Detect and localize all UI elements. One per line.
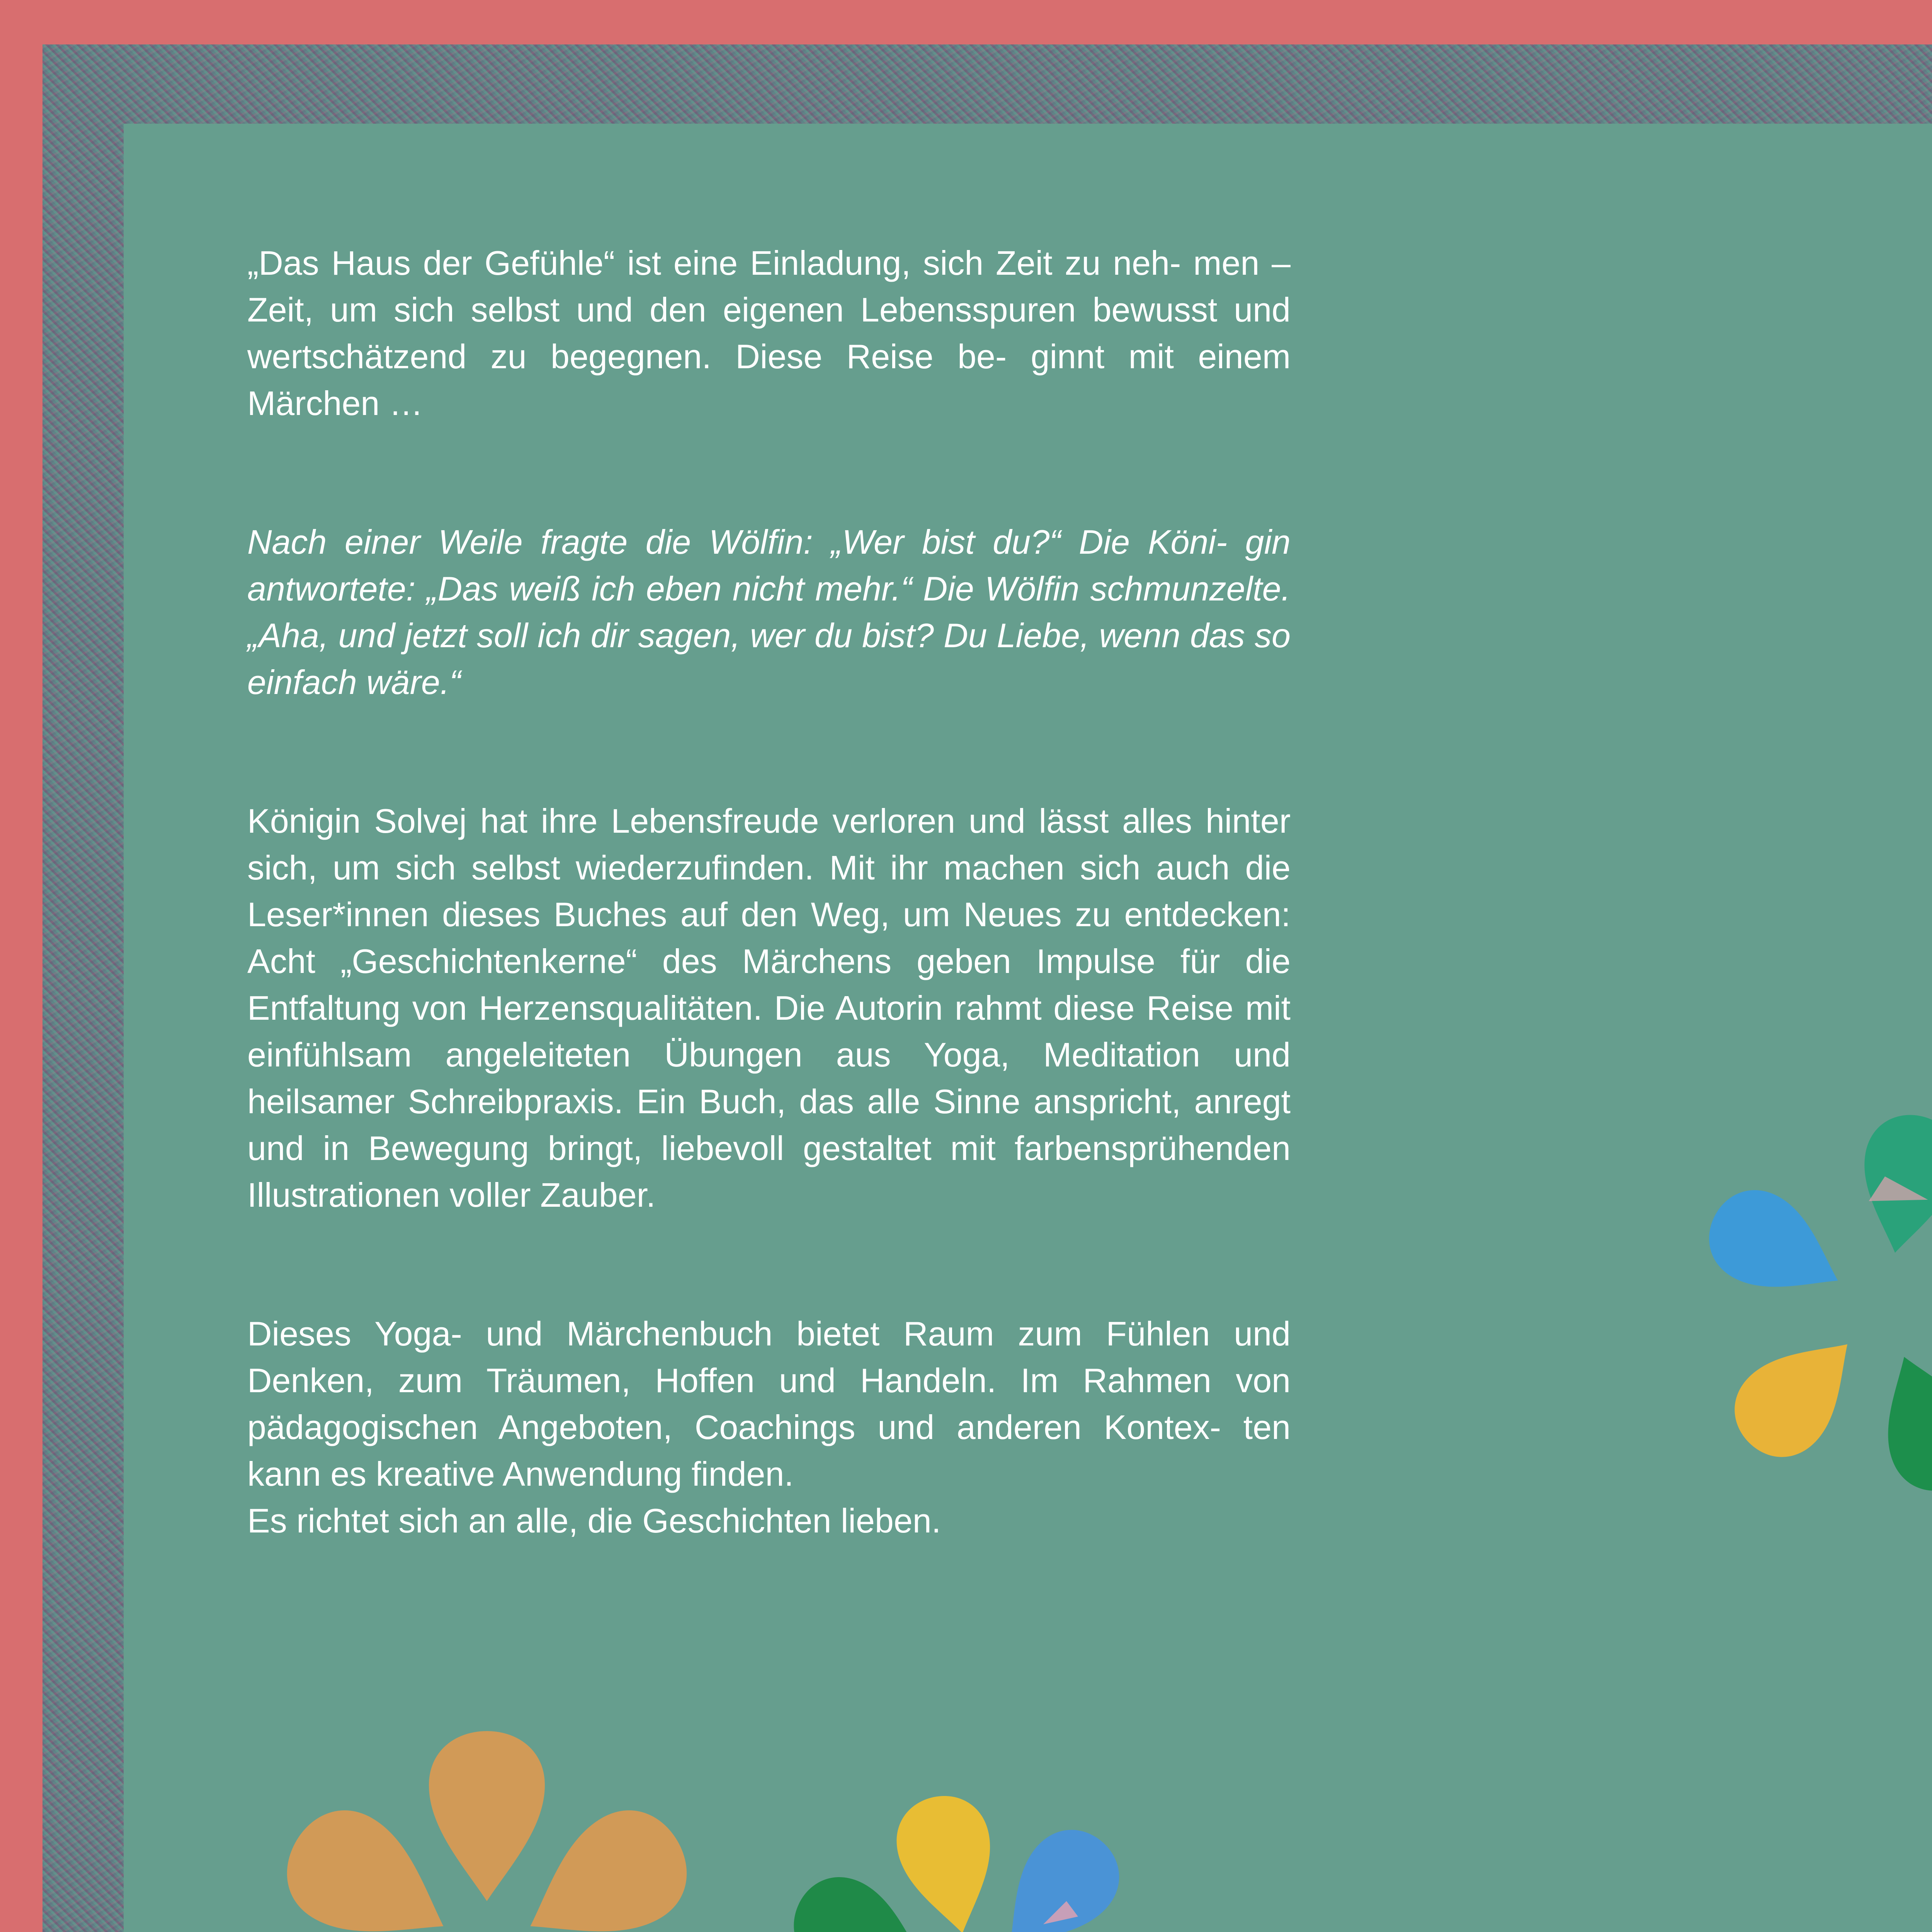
blurb-paragraph-excerpt: Nach einer Weile fragte die Wölfin: „Wer bist du?“ Die Köni- gin antwortete: „Das weiß ich eben nicht mehr.“ Die Wölfin schmunzelte. „Aha, und jetzt soll ich dir sagen, wer du bist? Du Liebe, wenn das so einfach wäre.“ [247,523,1291,701]
blurb-paragraph-description: Königin Solvej hat ihre Lebensfreude verloren und lässt alles hinter sich, um sich selbst wiederzufinden. Mit ihr machen sich auch die Leser*innen dieses Buches auf den Weg, um Neues zu entdecken: Acht „Geschichtenkerne“ des Märchens geben Impulse für die Entfaltung von Herzensqualitäten. Die Autorin rahmt diese Reise mit einfühlsam angeleiteten Übungen aus Yoga, Meditation und heilsamer Schreibpraxis. Ein Buch, das alle Sinne anspricht, anregt und in Bewegung bringt, liebevoll gestaltet mit farbensprühenden Illustrationen voller Zauber. [247,802,1291,1214]
painted-flower-center [779,1787,1172,1932]
painted-flower-right [1693,1108,1932,1503]
blurb-paragraph-audience: Dieses Yoga- und Märchenbuch bietet Raum zum Fühlen und Denken, zum Träumen, Hoffen und Handeln. Im Rahmen von pädagogischen Angeboten, Coachings und anderen Kontex- ten kann es kreative Anwendung finden. [247,1315,1291,1493]
blurb-paragraph-intro: „Das Haus der Gefühle“ ist eine Einladung, sich Zeit zu neh- men – Zeit, um sich selbst und den eigenen Lebensspuren bewusst und wertschätzend zu begegnen. Diese Reise be- ginnt mit einem Märchen … [247,244,1291,422]
blurb-paragraph-closing: Es richtet sich an alle, die Geschichten lieben. [247,1502,941,1540]
ochre-flower [267,1731,706,1932]
